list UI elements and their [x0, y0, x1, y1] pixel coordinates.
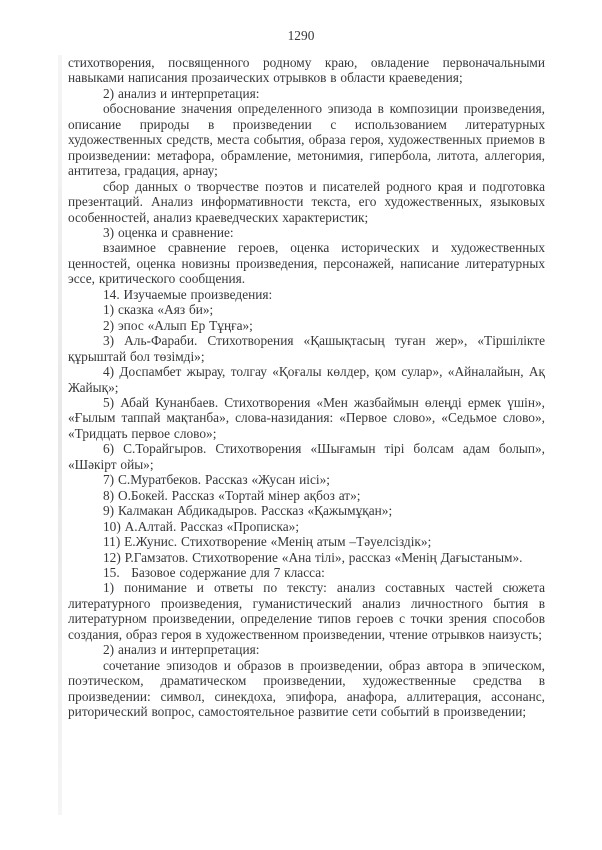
paragraph: 4) Доспамбет жырау, толгау «Қоғалы көлдер, қом сулар», «Айналайын, Ақ Жайық»; — [68, 364, 545, 395]
paragraph: 14. Изучаемые произведения: — [103, 286, 273, 302]
paragraph: 9) Калмакан Абдикадыров. Рассказ «Қажымұқан»; — [103, 503, 393, 519]
paragraph: 5) Абай Кунанбаев. Стихотворения «Мен жазбаймын өлеңді ермек үшін», «Ғылым таппай мақтанба», слова-назидания: «Первое слово», «Седьмое слово», «Тридцать первое слово»; — [68, 394, 545, 441]
paragraph: 11) Е.Жунис. Стихотворение «Менің атым –Тәуелсіздік»; — [103, 534, 432, 550]
paragraph: сбор данных о творчестве поэтов и писателей родного края и подготовка презентаций. Анализ информативности текста, его художественных, языковых особенностей, анализ краеведческих характеристик; — [68, 178, 545, 225]
page-number: 1290 — [287, 28, 315, 43]
paragraph: 3) Аль-Фараби. Стихотворения «Қашықтасың туған жер», «Тіршілікте құрыштай бол төзімді»; — [68, 333, 545, 364]
paragraph: 3) оценка и сравнение: — [103, 224, 234, 240]
paragraph: 15. Базовое содержание для 7 класса: — [103, 564, 325, 580]
paragraph: 7) С.Муратбеков. Рассказ «Жусан иісі»; — [103, 472, 330, 488]
paragraph: 2) эпос «Алып Ер Тұңға»; — [103, 317, 253, 333]
paragraph: 10) А.Алтай. Рассказ «Прописка»; — [103, 518, 300, 534]
paragraph: 1) сказка «Аяз би»; — [103, 302, 214, 318]
paragraph: взаимное сравнение героев, оценка исторических и художественных ценностей, оценка новизны произведения, персонажей, написание литературных эссе, критического сообщения. — [68, 240, 545, 287]
scan-edge-shadow — [58, 55, 62, 815]
paragraph: 1) понимание и ответы по тексту: анализ составных частей сюжета литературного произведения, гуманистический анализ личностного бытия в литературном произведении, определение типов героев с точки зрения способов создания, образ героя в художественном произведении, чтение отрывков наизусть; — [68, 580, 545, 642]
paragraph: 2) анализ и интерпретация: — [103, 85, 260, 101]
paragraph: 2) анализ и интерпретация: — [103, 642, 260, 658]
paragraph: обоснование значения определенного эпизода в композиции произведения, описание природы в произведении с использованием литературных художественных средств, места события, образа героя, художественных приемов в произведении: метафора, обрамление, метонимия, гипербола, литота, аллегория, антитеза, градация, арнау; — [68, 101, 545, 179]
paragraph: 8) О.Бокей. Рассказ «Тортай мінер ақбоз ат»; — [103, 487, 361, 503]
paragraph: 6) С.Торайгыров. Стихотворения «Шығамын тірі болсам адам болып», «Шәкірт ойы»; — [68, 441, 545, 472]
paragraph: стихотворения, посвященного родному краю, овладение первоначальными навыками написания прозаических отрывков в области краеведения; — [68, 55, 545, 86]
paragraph: сочетание эпизодов и образов в произведении, образ автора в эпическом, поэтическом, драматическом произведении, художественные средства в произведении: символ, синекдоха, эпифора, анафора, аллитерация, ассонанс, риторический вопрос, самостоятельное развитие сети событий в произведении; — [68, 657, 545, 720]
text-block — [68, 55, 545, 719]
paragraph: 12) Р.Гамзатов. Стихотворение «Ана тілі», рассказ «Менің Дағыстаным». — [103, 549, 523, 565]
